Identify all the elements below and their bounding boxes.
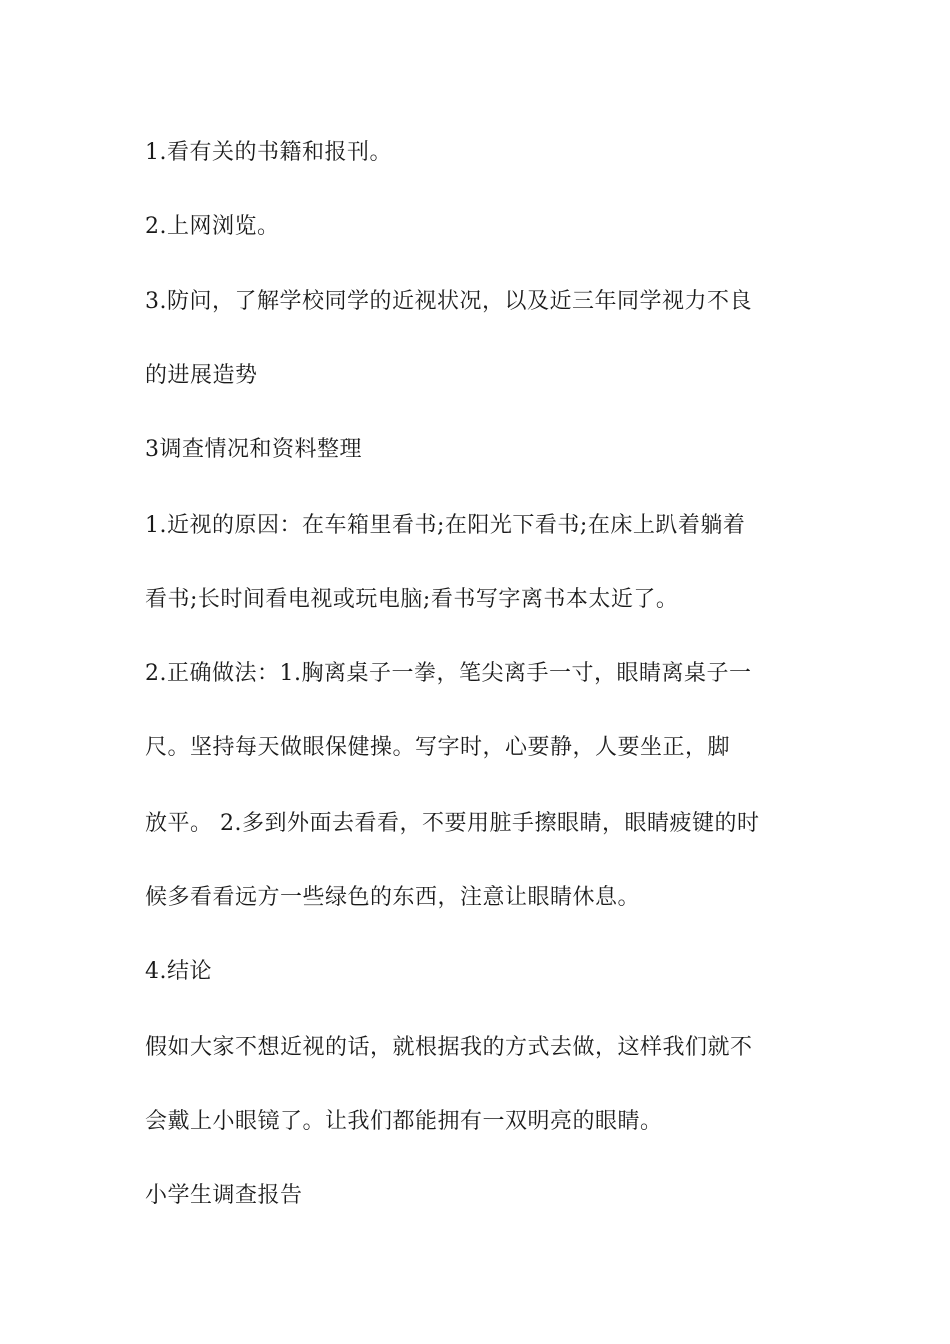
- document-title-next: 小学生调查报告: [145, 1183, 303, 1208]
- paragraph-conclusion-line-1: 假如大家不想近视的话，就根据我的方式去做，这样我们就不: [145, 1035, 753, 1060]
- paragraph-causes-line-2: 看书;长时间看电视或玩电脑;看书写字离书本太近了。: [145, 587, 679, 612]
- list-item-interview-line-2: 的进展造势: [145, 363, 258, 388]
- paragraph-causes-line-1: 1.近视的原因：在车箱里看书;在阳光下看书;在床上趴着躺着: [145, 513, 746, 538]
- list-item-read-books: 1.看有关的书籍和报刊。: [145, 140, 392, 165]
- paragraph-methods-line-2: 尺。坚持每天做眼保健操。写字时，心要静，人要坐正，脚: [145, 735, 731, 760]
- list-item-interview-line-1: 3.防问，了解学校同学的近视状况，以及近三年同学视力不良: [145, 289, 752, 314]
- paragraph-methods-line-3: 放平。 2.多到外面去看看，不要用脏手擦眼睛，眼睛疲键的时: [145, 811, 760, 836]
- paragraph-methods-line-4: 候多看看远方一些绿色的东西，注意让眼睛休息。: [145, 885, 641, 910]
- paragraph-methods-line-1: 2.正确做法：1.胸离桌子一拳，笔尖离手一寸，眼睛离桌子一: [145, 661, 752, 686]
- paragraph-conclusion-line-2: 会戴上小眼镜了。让我们都能拥有一双明亮的眼睛。: [145, 1109, 663, 1134]
- list-item-browse-web: 2.上网浏览。: [145, 214, 280, 239]
- section-heading-conclusion: 4.结论: [145, 959, 212, 984]
- section-heading-survey: 3调查情况和资料整理: [145, 437, 362, 462]
